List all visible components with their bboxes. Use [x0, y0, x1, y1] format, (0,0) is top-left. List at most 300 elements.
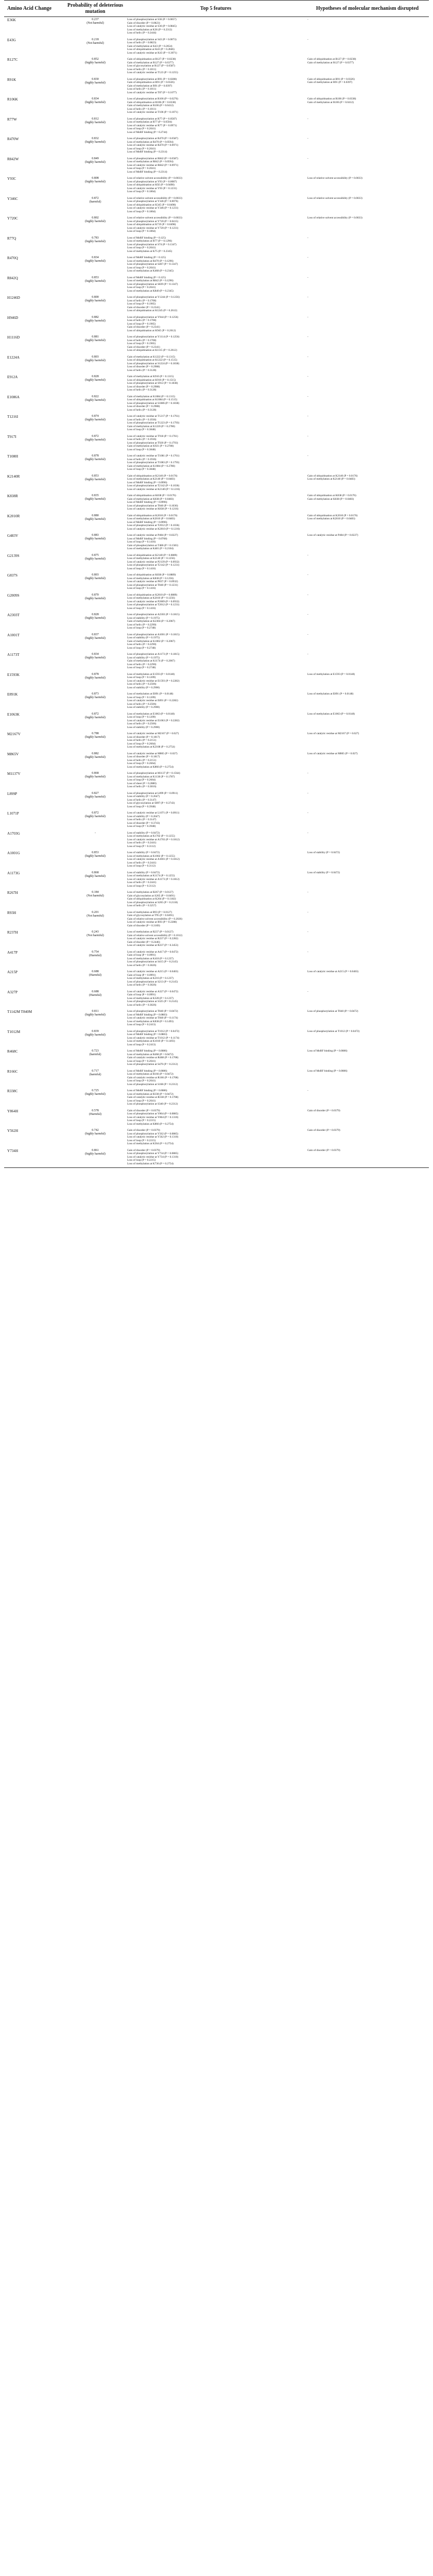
- probability-cell: [65, 989, 126, 1009]
- hypothesis-cell: [306, 334, 429, 354]
- probability-note: (highly harmful): [85, 1152, 106, 1156]
- probability-value: 0.237: [92, 18, 99, 21]
- feature-line: Loss of methylation at K2140 (P = 0.1256): [127, 557, 175, 560]
- amino-acid-change-cell: A1703G: [7, 831, 20, 836]
- probability-value: 0.853: [92, 474, 99, 478]
- feature-line: Loss of MoRF binding (P = 0.2314): [127, 170, 167, 174]
- hypothesis-line: Loss of methylation at E891 (P = 0.0148): [307, 692, 354, 696]
- feature-line: Loss of catalytic residue at A417 (P = 0.0472): [127, 950, 179, 954]
- table-row: [4, 1069, 429, 1089]
- probability-note: (Not harmful): [86, 934, 104, 937]
- feature-line: Loss of phosphorylation at T2142 (P = 0.1036): [127, 484, 180, 487]
- feature-line: Loss of catalytic residue at E1063 (P = 0.2282): [127, 719, 180, 722]
- probability-value: 0.880: [92, 514, 99, 517]
- probability-cell: [65, 354, 126, 375]
- feature-line: Loss of phosphorylation at S912 (P = 0.1838): [127, 382, 178, 385]
- feature-line: Loss of glycosylation at R127 (P = 0.0587): [127, 64, 175, 67]
- feature-line: Loss of catalytic residue at A327 (P = 0.0472): [127, 990, 179, 993]
- top5-features-cell: [126, 473, 306, 494]
- amino-acid-change-cell: R93H: [7, 910, 16, 915]
- hypothesis-line: Loss of relative solvent accessibility (P = 0.0033): [307, 216, 362, 219]
- feature-line: Loss of helix (P = 0.2151): [127, 739, 157, 742]
- probability-note: (highly harmful): [85, 636, 106, 640]
- feature-line: Loss of loop (P = 0.1209): [127, 696, 156, 699]
- feature-line: Loss of methylation at K838 (P = 0.1256): [127, 577, 174, 580]
- probability-value: 0.873: [92, 692, 99, 696]
- hypothesis-cell: [306, 295, 429, 315]
- amino-acid-change-cell: R842Q: [7, 276, 18, 280]
- table-row: [4, 1048, 429, 1069]
- probability-value: 0.754: [92, 950, 99, 954]
- probability-cell: [65, 315, 126, 335]
- table-row: [4, 1108, 429, 1128]
- feature-line: Gain of loop (P = 0.0991): [127, 954, 156, 957]
- probability-value: 0.834: [92, 653, 99, 656]
- feature-line: Gain of methylation at R127 (P = 0.0377): [127, 61, 174, 64]
- feature-line: Loss of catalytic residue at P2139 (P = 0.0932): [127, 560, 180, 564]
- probability-cell: [65, 572, 126, 592]
- feature-line: Loss of phosphorylation at T1083 (P = 0.1793): [127, 461, 180, 464]
- hypothesis-cell: [306, 136, 429, 156]
- table-row: [4, 929, 429, 950]
- hypothesis-line: -: [307, 454, 308, 457]
- feature-line: Loss of catalytic residue at A1703 (P = 0.1812): [127, 838, 180, 841]
- top5-features-cell: [126, 632, 306, 652]
- top5-features-cell: [126, 1108, 306, 1128]
- probability-note: (highly harmful): [85, 418, 106, 421]
- feature-line: Loss of loop (P = 0.2041): [127, 147, 156, 150]
- hypothesis-cell: [306, 592, 429, 613]
- hypothesis-cell: [306, 156, 429, 176]
- table-row: [4, 116, 429, 137]
- probability-note: (highly harmful): [85, 795, 106, 799]
- top5-features-cell: [126, 116, 306, 137]
- amino-acid-change-cell: R267H: [7, 891, 18, 895]
- hypothesis-line: -: [307, 553, 308, 557]
- probability-value: 0.184: [92, 891, 99, 894]
- hypothesis-line: Loss of phosphorylation at T1012 (P = 0.0472): [307, 1029, 360, 1033]
- hypothesis-line: Gain of ubiquitination at K838 (P = 0.0176): [307, 494, 356, 497]
- hypothesis-line: Loss of methylation at E1593 (P = 0.0148): [307, 672, 355, 676]
- feature-line: Gain of disorder (P = 0.0379): [127, 1109, 160, 1112]
- feature-line: Loss of phosphorylation at Y1114 (P = 0.1256): [127, 335, 180, 338]
- feature-line: Loss of loop (P = 0.3112): [127, 844, 156, 848]
- feature-line: Loss of MoRF binding (P = 0.0996): [127, 481, 167, 484]
- probability-value: 0.872: [92, 712, 99, 716]
- hypothesis-cell: [306, 890, 429, 910]
- table-row: [4, 989, 429, 1009]
- probability-note: (highly harmful): [85, 855, 106, 858]
- amino-acid-change-cell: E36K: [7, 18, 16, 22]
- feature-line: Loss of helix (P = 0.1011): [127, 88, 157, 91]
- probability-note: (highly harmful): [85, 458, 106, 461]
- probability-note: (highly harmful): [85, 61, 106, 64]
- header-amino-acid-change: Amino Acid Change: [4, 1, 65, 17]
- feature-line: Loss of phosphorylation at T840 (P = 0.0472): [127, 1010, 178, 1013]
- feature-line: Loss of phosphorylation at T1223 (P = 0.1793): [127, 421, 180, 425]
- top5-features-cell: [126, 553, 306, 573]
- top5-features-cell: [126, 315, 306, 335]
- probability-note: (highly harmful): [85, 517, 106, 521]
- feature-line: Gain of glycosylation at T95 (P = 0.0491): [127, 914, 174, 917]
- amino-acid-change-cell: E1593K: [7, 672, 20, 677]
- top5-features-cell: [126, 711, 306, 732]
- hypothesis-line: -: [307, 633, 308, 636]
- feature-line: Loss of phosphorylation at S839 (P = 0.1347): [127, 282, 178, 286]
- hypothesis-line: Gain of disorder (P = 0.0379): [307, 1148, 340, 1152]
- feature-line: Loss of loop (P = 0.2748): [127, 666, 156, 669]
- feature-line: Loss of helix (P = 0.1708): [127, 319, 157, 322]
- feature-line: Loss of MoRF binding (P = 0.0768): [127, 537, 167, 540]
- hypothesis-line: Loss of relative solvent accessibility (P = 0.0033): [307, 196, 362, 200]
- feature-line: Loss of helix (P = 0.2441): [127, 841, 157, 844]
- top5-features-cell: [126, 136, 306, 156]
- hypothesis-line: Gain of ubiquitination at R127 (P = 0.0238): [307, 58, 356, 61]
- feature-line: Gain of relative solvent accessibility (P = 0.1012): [127, 934, 183, 937]
- table-row: [4, 1128, 429, 1148]
- probability-value: 0.783: [92, 236, 99, 240]
- feature-line: Loss of phosphorylation at S325 (P = 0.2145): [127, 1000, 178, 1003]
- hypothesis-cell: [306, 652, 429, 672]
- feature-line: Loss of ubiquitination at K910 (P = 0.1515): [127, 378, 176, 382]
- feature-line: Loss of catalytic residue at K2010 (P = 0.1216): [127, 527, 180, 531]
- probability-note: (highly harmful): [85, 1033, 106, 1037]
- feature-line: Loss of ubiquitination at K719 (P = 0.0498): [127, 223, 176, 226]
- table-row: [4, 1029, 429, 1049]
- table-row: [4, 513, 429, 533]
- feature-line: Loss of methylation at K866 (P = 0.2754): [127, 1122, 174, 1126]
- feature-line: Loss of loop (P = 0.2215): [127, 1159, 156, 1162]
- table-row: [4, 334, 429, 354]
- feature-line: Loss of loop (P = 0.2041): [127, 1059, 156, 1063]
- feature-line: Loss of helix (P = 0.3026): [127, 1003, 157, 1007]
- feature-line: Gain of relative solvent accessibility (P = 0.2026): [127, 917, 183, 921]
- probability-cell: [65, 1009, 126, 1029]
- feature-line: Loss of helix (P = 0.2151): [127, 758, 157, 762]
- feature-line: Gain of methylation at K1174 (P = 0.2067): [127, 659, 175, 663]
- feature-line: Loss of methylation at R842 (P = 0.0594): [127, 160, 174, 163]
- top5-features-cell: [126, 57, 306, 77]
- probability-cell: [65, 275, 126, 295]
- feature-line: Loss of catalytic residue at Y346 (P = 0.1231): [127, 207, 179, 210]
- probability-value: 0.870: [92, 593, 99, 597]
- feature-line: Loss of relative solvent accessibility (P = 0.0033): [127, 177, 182, 180]
- feature-line: Loss of phosphorylation at R77 (P = 0.0587): [127, 117, 177, 121]
- feature-line: Loss of phosphorylation at S213 (P = 0.2145): [127, 980, 178, 984]
- feature-line: Loss of loop (P = 0.1209): [127, 716, 156, 719]
- amino-acid-change-cell: A417P: [7, 950, 18, 955]
- feature-line: Loss of loop (P = 0.2041): [127, 246, 156, 249]
- feature-line: Loss of helix (P = 0.3128): [127, 368, 157, 372]
- probability-cell: [65, 77, 126, 97]
- hypothesis-line: Loss of methylation at E1063 (P = 0.0148): [307, 712, 355, 716]
- amino-acid-change-cell: H946D: [7, 315, 19, 320]
- top5-features-cell: [126, 1148, 306, 1168]
- hypothesis-line: Gain of ubiquitination at R91 (P = 0.0326): [307, 77, 355, 81]
- table-row: [4, 810, 429, 831]
- amino-acid-change-cell: M1137V: [7, 772, 21, 776]
- feature-line: Loss of helix (P = 0.2444): [127, 31, 157, 35]
- hypothesis-cell: [306, 791, 429, 811]
- top5-features-cell: [126, 255, 306, 275]
- amino-acid-change-cell: K2140R: [7, 474, 20, 479]
- probability-note: (highly harmful): [85, 141, 106, 144]
- feature-line: Loss of phosphorylation at Y93 (P = 0.0087): [127, 180, 177, 183]
- table-row: [4, 1009, 429, 1029]
- probability-cell: [65, 890, 126, 910]
- probability-cell: [65, 672, 126, 692]
- feature-line: Loss of stability (P = 0.1975): [127, 616, 160, 620]
- table-row: [4, 77, 429, 97]
- feature-line: Loss of loop (P = 0.1209): [127, 676, 156, 679]
- feature-line: Loss of phosphorylation at T1012 (P = 0.0472): [127, 1029, 180, 1033]
- probability-cell: [65, 533, 126, 553]
- feature-line: Loss of helix (P = 0.1936): [127, 418, 157, 421]
- feature-line: Loss of methylation at K468 (P = 0.2345): [127, 269, 174, 273]
- probability-value: 0.201: [92, 910, 99, 914]
- feature-line: Gain of catalytic residue at R468 (P = 0.1708): [127, 1056, 179, 1059]
- hypothesis-cell: [306, 771, 429, 791]
- probability-value: 0.218: [92, 38, 99, 41]
- amino-acid-change-cell: Y734H: [4, 1148, 65, 1168]
- feature-line: Loss of catalytic residue at P837 (P = 0.0932): [127, 580, 178, 583]
- table-row: [4, 910, 429, 930]
- probability-cell: [65, 632, 126, 652]
- probability-cell: [65, 850, 126, 870]
- table-row: [4, 493, 429, 513]
- table-row: [4, 17, 429, 37]
- probability-note: (highly harmful): [85, 557, 106, 561]
- feature-line: Loss of methylation at K75 (P = 0.2345): [127, 249, 172, 253]
- feature-line: Loss of helix (P = 0.3026): [127, 963, 157, 967]
- top5-features-cell: [126, 890, 306, 910]
- probability-cell: [65, 255, 126, 275]
- feature-line: Loss of loop (P = 0.2215): [127, 1139, 156, 1142]
- hypothesis-cell: [306, 950, 429, 970]
- feature-line: Loss of catalytic residue at S36 (P = 0.0845): [127, 25, 177, 28]
- probability-note: (highly harmful): [85, 319, 106, 323]
- feature-line: Loss of catalytic residue at A1173 (P = 0.1812): [127, 877, 180, 881]
- feature-line: Loss of phosphorylation at T840 (P = 0.1036): [127, 504, 178, 507]
- feature-line: Loss of methylation at K1702 (P = 0.1255): [127, 835, 175, 838]
- probability-value: 0.878: [92, 454, 99, 457]
- hypothesis-line: -: [307, 613, 308, 616]
- probability-value: 0.883: [92, 534, 99, 537]
- feature-line: Loss of phosphorylation at S74 (P = 0.1347): [127, 243, 177, 246]
- feature-line: Loss of catalytic residue at R237 (P = 0.3453): [127, 944, 179, 947]
- hypothesis-line: -: [307, 1089, 308, 1092]
- top5-features-cell: [126, 989, 306, 1009]
- probability-value: 0.803: [92, 355, 99, 359]
- top5-features-cell: [126, 870, 306, 890]
- feature-line: Loss of methylation at K2010 (P = 0.1256): [127, 597, 175, 600]
- probability-value: 0.868: [92, 772, 99, 775]
- hypothesis-line: Loss of catalytic residue at M2167 (P = 0.027): [307, 732, 359, 735]
- top5-features-cell: [126, 235, 306, 256]
- hypothesis-cell: [306, 751, 429, 771]
- header-top5-features: Top 5 features: [126, 1, 306, 17]
- feature-line: Loss of catalytic residue at Y720 (P = 0.1231): [127, 226, 179, 230]
- probability-cell: [65, 96, 126, 116]
- hypothesis-line: Loss of methylation at K2140 (P = 0.0483): [307, 478, 355, 481]
- top5-features-cell: [126, 910, 306, 930]
- feature-line: Loss of methylation at K838 (P = 0.1493): [127, 1020, 174, 1023]
- table-header: [4, 1, 429, 17]
- probability-note: (highly harmful): [85, 279, 106, 283]
- feature-line: Gain of methylation at R91 (P = 0.0397): [127, 84, 172, 88]
- feature-line: Loss of methylation at R237 (P = 0.0127): [127, 930, 174, 934]
- hypothesis-line: -: [307, 236, 308, 240]
- top5-features-cell: [126, 334, 306, 354]
- feature-line: Loss of loop (P = 0.3948): [127, 825, 156, 828]
- amino-acid-change-cell: E1063K: [7, 712, 20, 717]
- table-row: [4, 255, 429, 275]
- hypothesis-line: -: [307, 831, 308, 835]
- probability-value: 0.872: [92, 811, 99, 815]
- feature-line: Loss of MoRF binding (P = 0.2314): [127, 150, 167, 154]
- top5-features-cell: [126, 791, 306, 811]
- feature-line: Loss of loop (P = 0.1864): [127, 230, 156, 233]
- probability-cell: [65, 453, 126, 473]
- probability-note: (Harmful): [89, 1112, 102, 1116]
- probability-cell: [65, 17, 126, 37]
- table-row: [4, 354, 429, 375]
- amino-acid-change-cell: E891K: [7, 692, 18, 697]
- feature-line: Loss of loop (P = 0.3848): [127, 468, 156, 471]
- feature-line: Loss of loop (P = 0.2664): [127, 762, 156, 765]
- hypothesis-line: -: [307, 18, 308, 21]
- table-row: [4, 672, 429, 692]
- feature-line: Loss of relative solvent accessibility (P = 0.0033): [127, 216, 182, 219]
- feature-line: Loss of helix (P = 0.2290): [127, 663, 157, 666]
- feature-line: Loss of methylation at K1002 (P = 0.1255): [127, 854, 175, 858]
- hypothesis-cell: [306, 831, 429, 851]
- feature-line: Loss of loop (P = 0.2041): [127, 266, 156, 269]
- probability-cell: [65, 1128, 126, 1148]
- feature-line: Loss of methylation at E1593 (P = 0.0148): [127, 672, 175, 676]
- probability-cell: [65, 215, 126, 235]
- amino-acid-change-cell: R77Q: [7, 236, 16, 241]
- feature-line: Loss of ubiquitination at K1084 (P = 0.1515): [127, 398, 178, 401]
- feature-line: Gain of disorder (P = 0.0379): [127, 1148, 160, 1152]
- amino-acid-change-cell: T917I: [7, 434, 16, 439]
- probability-value: 0.800: [92, 296, 99, 299]
- hypothesis-cell: [306, 453, 429, 473]
- probability-note: (highly harmful): [85, 101, 106, 104]
- feature-line: Loss of ubiquitination at K345 (P = 0.0498): [127, 203, 176, 207]
- table-row: [4, 791, 429, 811]
- feature-line: Loss of ubiquitination at K1115 (P = 0.2612): [127, 349, 177, 352]
- amino-acid-change-cell: R842W: [7, 157, 19, 161]
- feature-line: Loss of methylation at K866 (P = 0.2754): [127, 765, 174, 769]
- top5-features-cell: [126, 215, 306, 235]
- top5-features-cell: [126, 196, 306, 216]
- feature-line: Loss of helix (P = 0.1936): [127, 438, 157, 441]
- probability-note: (highly harmful): [85, 478, 106, 481]
- hypothesis-line: -: [307, 276, 308, 279]
- hypothesis-cell: [306, 533, 429, 553]
- feature-line: Loss of catalytic residue at T1012 (P = 0.1174): [127, 1036, 180, 1040]
- top5-features-cell: [126, 672, 306, 692]
- feature-line: Gain of loop (P = 0.0991): [127, 973, 156, 977]
- feature-line: Loss of ubiquitination at K92 (P = 0.0498): [127, 183, 175, 187]
- feature-line: Loss of helix (P = 0.2441): [127, 881, 157, 884]
- probability-value: 0.803: [92, 573, 99, 577]
- feature-line: Loss of methylation at K418 (P = 0.1237): [127, 957, 174, 960]
- probability-note: (harmful): [89, 1073, 101, 1076]
- hypothesis-cell: [306, 374, 429, 394]
- probability-note: (highly harmful): [85, 775, 106, 778]
- feature-line: Loss of phosphorylation at R91 (P = 0.0280): [127, 77, 177, 81]
- top5-features-cell: [126, 612, 306, 632]
- feature-line: Loss of stability (P = 0.2900): [127, 725, 160, 729]
- feature-line: Gain of disorder (P = 0.2341): [127, 326, 160, 329]
- feature-line: Loss of catalytic residue at K43 (P = 0.3071): [127, 51, 177, 55]
- probability-cell: [65, 374, 126, 394]
- feature-line: Loss of catalytic residue at R93 (P = 0.2288): [127, 921, 177, 924]
- hypothesis-cell: [306, 414, 429, 434]
- feature-line: Loss of catalytic residue at M865 (P = 0.027): [127, 752, 178, 755]
- table-row: [4, 652, 429, 672]
- probability-cell: [65, 751, 126, 771]
- table-row: [4, 374, 429, 394]
- amino-acid-change-cell: G2139S: [7, 553, 20, 558]
- hypothesis-cell: [306, 434, 429, 454]
- feature-line: Loss of MoRF binding (P = 0.2744): [127, 130, 167, 134]
- probability-cell: [65, 870, 126, 890]
- top5-features-cell: [126, 929, 306, 950]
- table-row: [4, 57, 429, 77]
- probability-cell: [65, 136, 126, 156]
- probability-note: (highly harmful): [85, 617, 106, 620]
- feature-line: Loss of helix (P = 0.3016): [127, 785, 157, 788]
- feature-line: Loss of phosphorylation at Y944 (P = 0.1256): [127, 315, 179, 319]
- feature-line: Loss of loop (P = 0.2748): [127, 626, 156, 630]
- top5-features-cell: [126, 493, 306, 513]
- probability-note: (highly harmful): [85, 359, 106, 362]
- probability-note: (Not harmful): [86, 914, 104, 918]
- feature-line: Loss of methylation at K481 (P = 0.2104): [127, 547, 174, 550]
- probability-cell: [65, 473, 126, 494]
- amino-acid-change-cell: Y864H: [7, 1109, 19, 1113]
- probability-note: (highly harmful): [85, 81, 106, 84]
- feature-line: Loss of phosphorylation at R106 (P = 0.0276): [127, 97, 178, 100]
- hypothesis-line: -: [307, 653, 308, 656]
- hypothesis-line: Loss of phosphorylation at T840 (P = 0.0472): [307, 1010, 358, 1013]
- feature-line: Loss of catalytic residue at R237 (P = 0.2282): [127, 937, 179, 940]
- top5-features-cell: [126, 850, 306, 870]
- hypothesis-cell: [306, 37, 429, 57]
- hypothesis-line: Gain of methylation at R127 (P = 0.0377): [307, 61, 354, 64]
- probability-value: 0.812: [92, 117, 99, 121]
- probability-note: (highly harmful): [85, 736, 106, 739]
- table-row: [4, 453, 429, 473]
- table-row: [4, 37, 429, 57]
- top5-features-cell: [126, 156, 306, 176]
- amino-acid-change-cell: R470Q: [7, 256, 18, 260]
- hypothesis-line: -: [307, 296, 308, 299]
- header-probability: Probability of deleterious mutation: [65, 1, 126, 17]
- probability-cell: [65, 791, 126, 811]
- hypothesis-line: Gain of ubiquitination at K2010 (P = 0.0176): [307, 514, 358, 517]
- probability-value: 0.882: [92, 752, 99, 755]
- amino-acid-change-cell: H1246D: [7, 296, 20, 300]
- feature-line: Loss of loop (P = 0.3112): [127, 884, 156, 888]
- probability-cell: [65, 910, 126, 930]
- feature-line: Loss of catalytic residue at T106 (P = 0.1071): [127, 111, 178, 114]
- feature-line: Loss of stability (P = 0.0472): [127, 831, 160, 835]
- feature-line: Loss of ubiquitination at K1245 (P = 0.2612): [127, 309, 178, 312]
